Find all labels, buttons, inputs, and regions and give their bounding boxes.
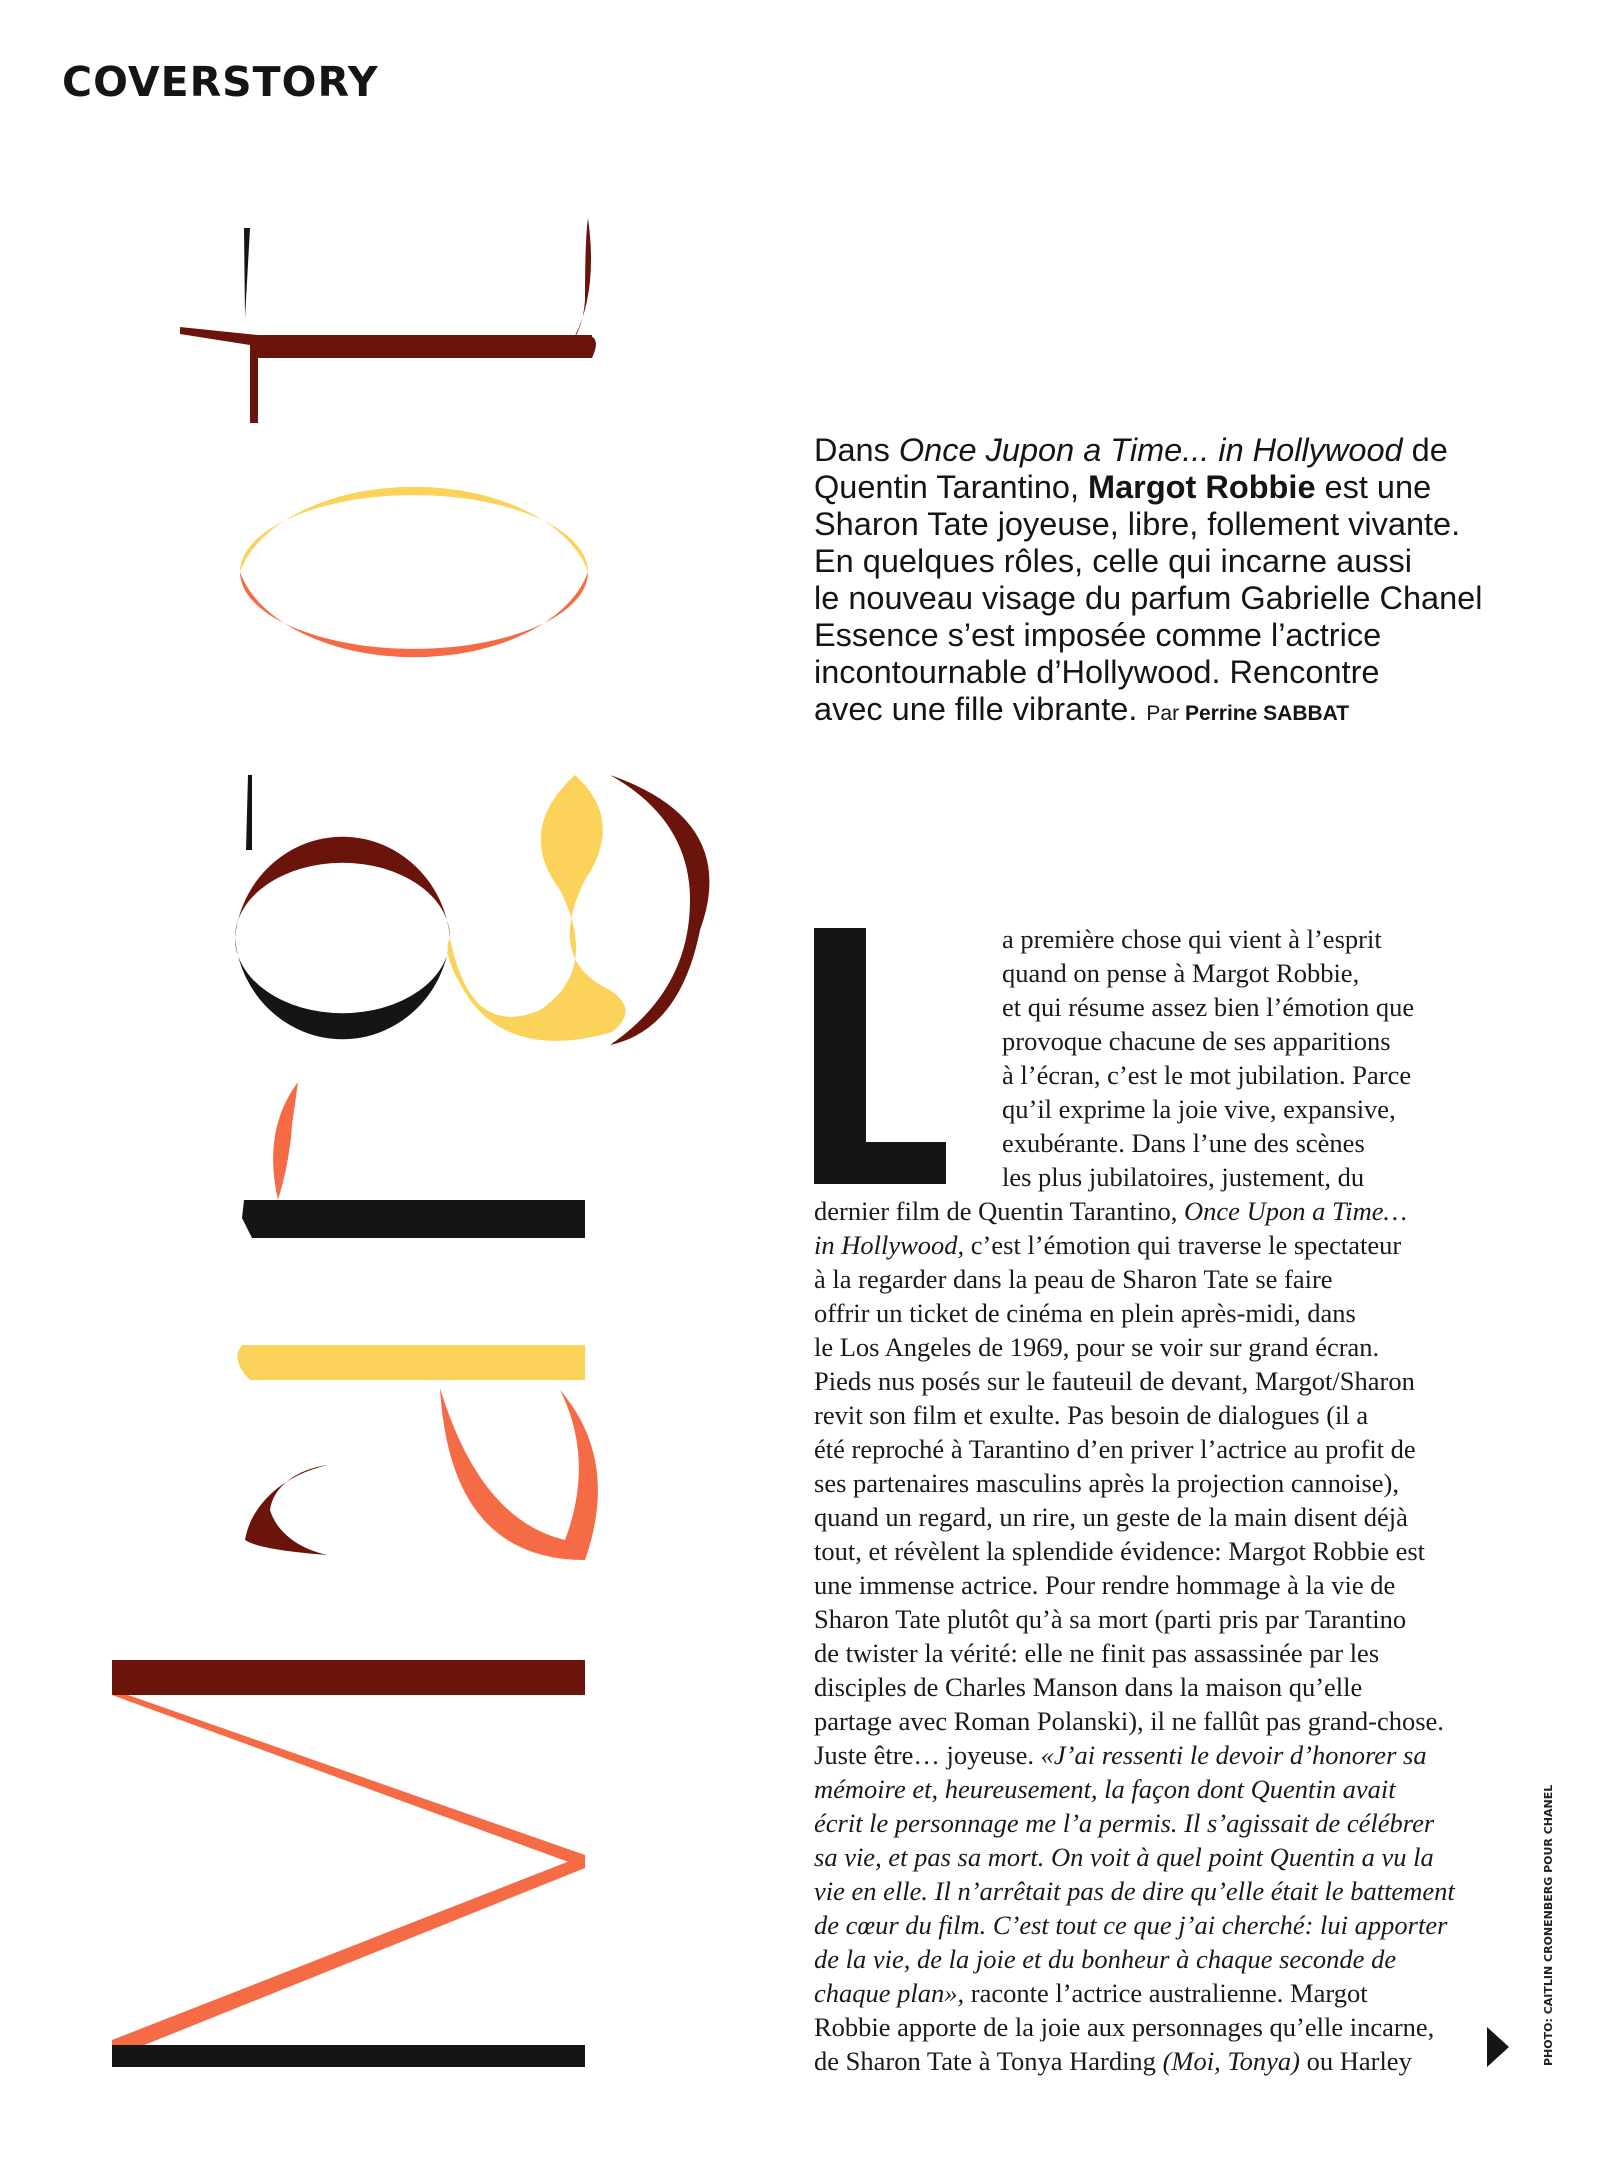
g-loop-dark [610,775,709,1045]
film-title: Once Jupon a Time... in Hollywood [898,432,1403,468]
t-crossbar [180,327,258,423]
title-letter-g [235,775,709,1045]
t-stem [258,335,592,358]
title-letter-a [238,1345,598,1560]
title-letter-t [180,218,596,423]
g-ear [246,775,252,850]
m-top-bar [112,1660,585,1695]
a-bowl-dark [245,1465,328,1555]
r-flag [273,1082,298,1200]
photo-credit: PHOTO: CAITLIN CRONENBERG POUR CHANEL [1542,1784,1555,2066]
dek-line: le nouveau visage du parfum Gabrielle Chanel [814,580,1483,616]
title-margot-art [0,0,760,2178]
r-stem [242,1200,585,1238]
section-label: COVERSTORY [62,58,379,106]
t-ascender [244,228,250,318]
dek-line: Sharon Tate joyeuse, libre, follement vivante. [814,506,1461,542]
dek-line: incontournable d’Hollywood. Rencontre [814,654,1380,690]
a-yellow-bar [238,1345,586,1380]
dek-line: Quentin Tarantino, Margot Robbie est une [814,469,1432,505]
g-bowl-top [235,837,450,938]
m-diag-2 [112,1855,585,2058]
title-letter-o [240,487,588,657]
m-bottom-bar [112,2045,585,2067]
g-bowl-bottom [235,938,450,1039]
author-name: Perrine SABBAT [1184,702,1350,725]
a-curve-orange [440,1388,598,1560]
o-top-half [240,487,588,572]
dek-line: Essence s’est imposée comme l’actrice [814,617,1382,653]
intro-dek [814,432,1514,732]
title-letter-r [242,1082,585,1238]
star-name: Margot Robbie [1088,469,1316,505]
dek-line: avec une fille vibrante. Par Perrine SABBAT [814,691,1350,727]
next-page-arrow-icon [1487,2027,1509,2067]
dek-line: En quelques rôles, celle qui incarne aussi [814,543,1412,579]
o-bottom-half [240,572,588,657]
byline: Par Perrine SABBAT [1146,702,1350,725]
g-tail-yellow [448,775,626,1041]
title-letter-m [112,1660,585,2067]
dek-line: Dans Once Jupon a Time... in Hollywood de [814,432,1448,468]
m-diag-1 [112,1695,585,1868]
article-body: a première chose qui vient à l’esprit quand on pense à Margot Robbie, et qui résume assez bien l’émotion que provoque chacune de ses apparitions à l’écran, c’est le mot jubilation. Parce qu’il exprime la joie vive, expansive, exubérante. Dans l’une des scènes les plus jubilatoires, justement, du dernier film de Quentin Tarantino, Once Upon a Time… in Hollywood, c’est l’émotion qui traverse le spectateur à la regarder dans la peau de Sharon Tate se faire offrir un ticket de cinéma en plein après-midi, dans le Los Angeles de 1969, pour se voir sur grand écran. Pieds nus posés sur le fauteuil de devant, Margot/Sharon revit son film et exulte. Pas besoin de dialogues (il a été reproché à Tarantino d’en priver l’actrice au profit de ses partenaires masculins après la projection cannoise), quand un regard, un rire, un geste de la main disent déjà tout, et révèlent la splendide évidence: Margot Robbie est une immense actrice. Pour rendre hommage à la vie de Sharon Tate plutôt qu’à sa mort (parti pris par Tarantino de twister la vérité: elle ne finit pas assassinée par les disciples de Charles Manson dans la maison qu’elle partage avec Roman Polanski), il ne fallût pas grand-chose. Juste être… joyeuse. «J’ai ressenti le devoir d’honorer sa mémoire et, heureusement, la façon dont Quentin avait écrit le personnage me l’a permis. Il s’agissait de célébrer sa vie, et pas sa mort. On voit à quel point Quentin a vu la vie en elle. Il n’arrêtait pas de dire qu’elle était le battement de cœur du film. C’est tout ce que j’ai cherché: lui apporter de la vie, de la joie et du bonheur à chaque seconde de chaque plan», raconte l’actrice australienne. Margot Robbie apporte de la joie aux personnages qu’elle incarne, de Sharon Tate à Tonya Harding (Moi, Tonya) ou Harley [814,924,1455,2076]
